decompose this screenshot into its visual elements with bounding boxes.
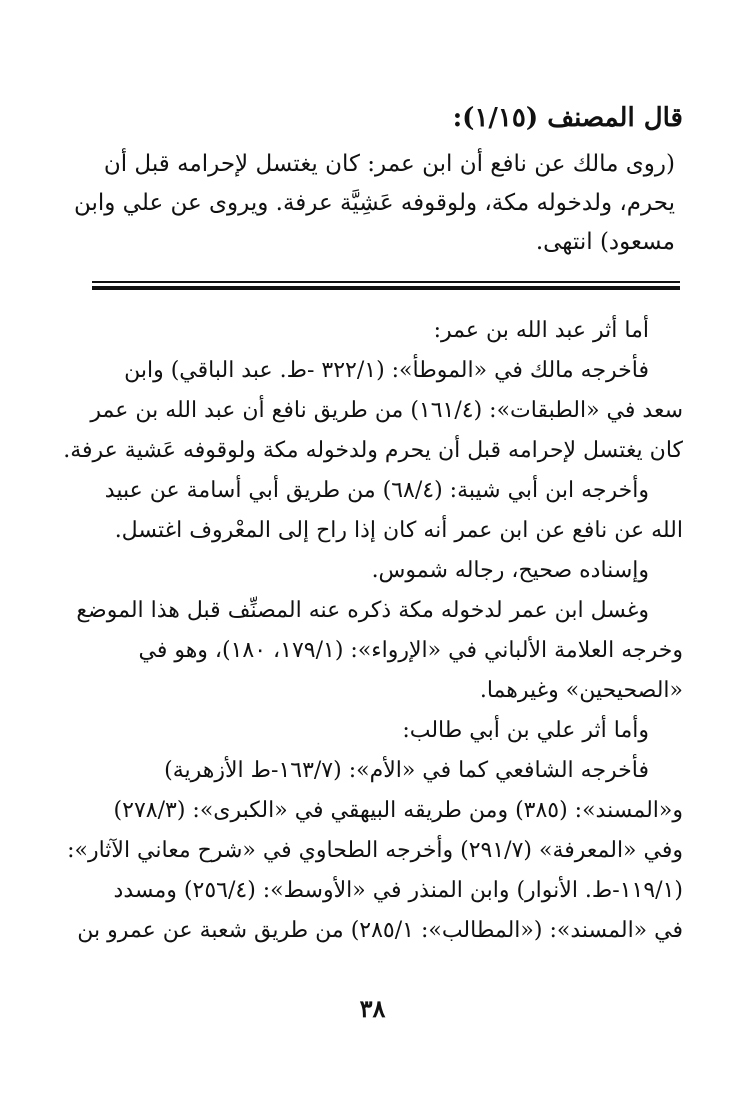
quote-line-2: يحرم، ولدخوله مكة، ولوقوفه عَشِيَّة عرفة. ويروى عن علي وابن [73, 190, 675, 216]
body-line-13: و«المسند»: (٣٨٥) ومن طريقه البيهقي في «الكبرى»: (٢٧٨/٣) [113, 798, 683, 823]
body-line-6: الله عن نافع عن ابن عمر أنه كان إذا راح إلى المعْروف اغتسل. [114, 518, 683, 543]
body-line-16: في «المسند»: («المطالب»: ٢٨٥/١) من طريق شعبة عن عمرو بن [77, 918, 683, 943]
separator-rule-thick [92, 286, 680, 290]
quote-line-3: مسعود) انتهى. [535, 229, 675, 255]
body-line-12: فأخرجه الشافعي كما في «الأم»: (١٦٣/٧-ط الأزهرية) [164, 758, 649, 783]
body-line-7: وإسناده صحيح، رجاله شموس. [371, 558, 649, 583]
section-heading: قال المصنف (١/١٥): [452, 103, 683, 133]
body-line-9: وخرجه العلامة الألباني في «الإرواء»: (١٧٩/١، ١٨٠)، وهو في [138, 638, 683, 663]
body-line-8: وغسل ابن عمر لدخوله مكة ذكره عنه المصنِّف قبل هذا الموضع [76, 598, 649, 623]
body-line-2: فأخرجه مالك في «الموطأ»: (٣٢٢/١ -ط. عبد الباقي) وابن [124, 358, 649, 383]
body-line-10: «الصحيحين» وغيرهما. [479, 678, 683, 703]
separator-rule-thin [92, 281, 680, 283]
body-line-3: سعد في «الطبقات»: (١٦١/٤) من طريق نافع أن عبد الله بن عمر [90, 398, 683, 423]
body-line-5: وأخرجه ابن أبي شيبة: (٦٨/٤) من طريق أبي أسامة عن عبيد [104, 478, 649, 503]
body-line-11: وأما أثر علي بن أبي طالب: [402, 718, 649, 743]
body-line-4: كان يغتسل لإحرامه قبل أن يحرم ولدخوله مكة ولوقوفه عَشية عرفة. [63, 438, 683, 463]
page-number: ٣٨ [359, 994, 386, 1023]
quote-line-1: (روى مالك عن نافع أن ابن عمر: كان يغتسل لإحرامه قبل أن [103, 151, 675, 177]
body-line-14: وفي «المعرفة» (٢٩١/٧) وأخرجه الطحاوي في «شرح معاني الآثار»: [67, 838, 683, 863]
body-line-15: (١١٩/١-ط. الأنوار) وابن المنذر في «الأوسط»: (٢٥٦/٤) ومسدد [113, 878, 683, 903]
body-line-1: أما أثر عبد الله بن عمر: [433, 318, 649, 343]
